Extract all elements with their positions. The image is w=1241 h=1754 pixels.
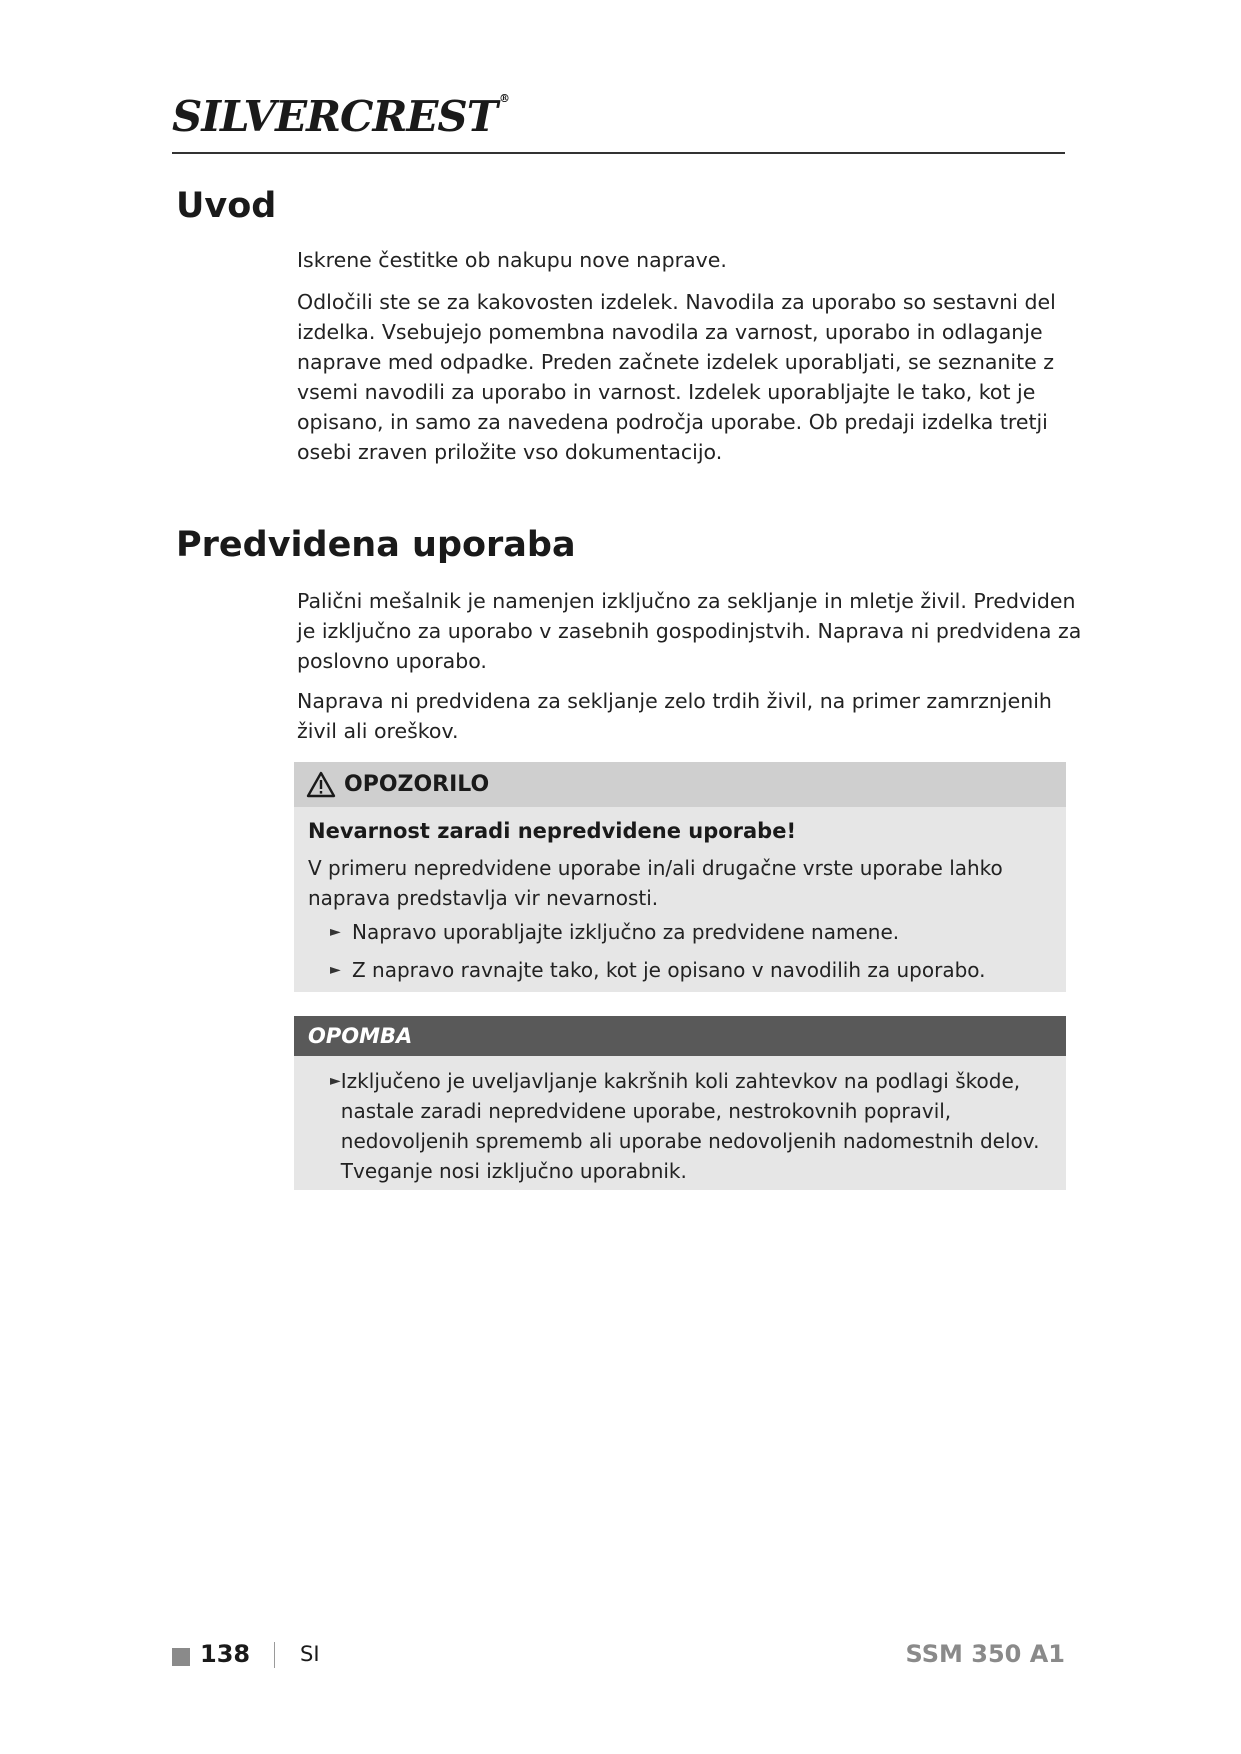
bullet-arrow-icon: ► <box>330 962 341 978</box>
list-item: ► Izključeno je uveljavljanje kakršnih koli zahtevkov na podlagi škode, nastale zaradi nepredvidene uporabe, nestrokovnih popravil, nedovoljenih sprememb ali uporabe nedovoljenih nadomestnih delov. Tveganje nosi izključno uporabnik. <box>330 1066 1058 1186</box>
warning-title: Nevarnost zaradi nepredvidene uporabe! <box>308 819 797 843</box>
model-name: SSM 350 A1 <box>905 1640 1065 1668</box>
usage-paragraph-1: Palični mešalnik je namenjen izključno za sekljanje in mletje živil. Predviden je izključno za uporabo v zasebnih gospodinjstvih. Naprava ni predvidena za poslovno uporabo. <box>297 589 1082 673</box>
section-title-intro: Uvod <box>176 186 277 226</box>
header-divider <box>172 152 1065 154</box>
brand-name: SILVERCREST <box>172 92 497 141</box>
list-item: ► Z napravo ravnajte tako, kot je opisano v navodilih za uporabo. <box>330 955 1052 985</box>
note-label: OPOMBA <box>308 1024 413 1048</box>
note-bullet-list <box>330 1066 1058 1186</box>
bullet-arrow-icon: ► <box>330 924 341 940</box>
intro-paragraph-2: Odločili ste se za kakovosten izdelek. Navodila za uporabo so sestavni del izdelka. Vsebujejo pomembna navodila za varnost, uporabo in odlaganje naprave med odpadke. Preden začnete izdelek uporabljati, se seznanite z vsemi navodili za uporabo in varnost. Izdelek uporabljajte le tako, kot je opisano, in samo za navedena področja uporabe. Ob predaji izdelka tretji osebi zraven priložite vso dokumentacijo. <box>297 290 1056 464</box>
bullet-arrow-icon: ► <box>330 1073 341 1089</box>
usage-paragraph-2: Naprava ni predvidena za sekljanje zelo trdih živil, na primer zamrznjenih živil ali oreškov. <box>297 689 1052 743</box>
list-item: ► Napravo uporabljajte izključno za predvidene namene. <box>330 917 1052 947</box>
warning-header <box>294 762 1066 807</box>
warning-text: V primeru nepredvidene uporabe in/ali drugačne vrste uporabe lahko naprava predstavlja vir nevarnosti. <box>308 856 1003 910</box>
section-title-usage: Predvidena uporaba <box>176 525 576 565</box>
language-code: SI <box>300 1642 320 1666</box>
intro-paragraph-1: Iskrene čestitke ob nakupu nove naprave. <box>297 248 727 272</box>
registered-mark: ® <box>498 92 509 105</box>
footer-divider <box>274 1642 275 1668</box>
warning-box <box>294 762 1066 992</box>
page-footer <box>172 1638 1065 1674</box>
note-header <box>294 1016 1066 1056</box>
page-number: 138 <box>200 1640 251 1668</box>
warning-bullet-list <box>330 917 1052 985</box>
footer-square-icon <box>172 1648 190 1666</box>
note-box <box>294 1016 1066 1190</box>
warning-triangle-icon <box>306 771 336 798</box>
brand-logo <box>172 92 509 144</box>
warning-label: OPOZORILO <box>344 772 490 797</box>
